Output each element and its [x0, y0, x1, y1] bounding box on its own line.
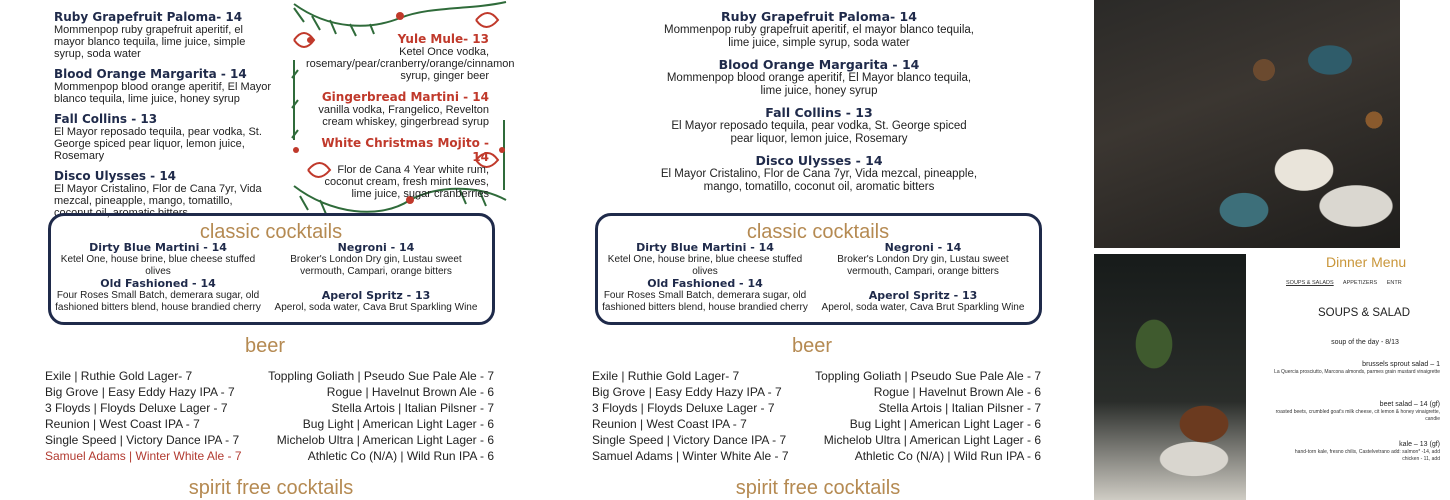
cocktail-desc: Ketel Once vodka, rosemary/pear/cranberry/orange/cinnamon syrup, ginger beer [306, 46, 515, 82]
cocktail-name: Ruby Grapefruit Paloma- 14 [54, 10, 243, 24]
classic-item-desc: Four Roses Small Batch, demerara sugar, old fashioned bitters blend, house brandied cherry [55, 290, 261, 313]
menu-panel-left [0, 0, 560, 500]
cocktail-desc: El Mayor reposado tequila, pear vodka, St. George spiced pear liquor, lemon juice, Rosemary [54, 126, 262, 162]
beer-item: Samuel Adams | Winter White Ale - 7 [45, 449, 242, 463]
beer-item: Exile | Ruthie Gold Lager- 7 [592, 369, 740, 383]
cocktail-desc: Mommenpop ruby grapefruit aperitif, el mayor blanco tequila, lime juice, simple syrup, soda water [54, 24, 246, 60]
classic-cocktails-title: classic cocktails [717, 221, 919, 243]
classic-item-name: Aperol Spritz - 13 [868, 289, 978, 302]
nav-soups-salads[interactable]: SOUPS & SALADS [1286, 280, 1334, 286]
dinner-item-desc: La Quercia prosciutto, Marcona almonds, parmes grain mustard vinaigrette [1274, 369, 1440, 375]
beer-item: Rogue | Havelnut Brown Ale - 6 [873, 385, 1041, 399]
cocktail-name: Disco Ulysses - 14 [755, 153, 883, 168]
cocktail-desc: El Mayor Cristalino, Flor de Cana 7yr, Vida mezcal, pineapple, mango, tomatillo, coconut oil, aromatic bitters [54, 183, 262, 219]
beer-item: Big Grove | Easy Eddy Hazy IPA - 7 [592, 385, 782, 399]
dinner-nav [1286, 280, 1402, 287]
beer-item: 3 Floyds | Floyds Deluxe Lager - 7 [45, 401, 228, 415]
cocktail-desc: El Mayor reposado tequila, pear vodka, St. George spiced pear liquor, lemon juice, Rosemary [671, 120, 967, 145]
cocktail-name: Ruby Grapefruit Paloma- 14 [721, 9, 917, 24]
dinner-item-desc: roasted beets, crumbled goat's milk cheese, cit lemon & honey vinaigrette, candie [1275, 409, 1440, 422]
classic-item-desc: Aperol, soda water, Cava Brut Sparkling Wine [274, 302, 478, 313]
classic-cocktails-title: classic cocktails [170, 221, 372, 243]
cocktail-item [54, 169, 274, 219]
beer-item: Bug Light | American Light Lager - 6 [302, 417, 494, 431]
classic-item-name: Negroni - 14 [884, 241, 962, 254]
cocktail-item [54, 67, 274, 105]
beer-item: Stella Artois | Italian Pilsner - 7 [878, 401, 1041, 415]
classic-item-desc: Aperol, soda water, Cava Brut Sparkling Wine [821, 302, 1025, 313]
cocktail-desc: El Mayor Cristalino, Flor de Cana 7yr, Vida mezcal, pineapple, mango, tomatillo, coconut oil, aromatic bitters [660, 168, 978, 193]
cocktail-name: Fall Collins - 13 [765, 105, 873, 120]
classic-item-name: Dirty Blue Martini - 14 [89, 241, 227, 254]
cocktail-item [54, 10, 274, 60]
spirit-free-title: spirit free cocktails [188, 477, 354, 499]
cocktail-name: Fall Collins - 13 [54, 112, 158, 126]
beer-item: Big Grove | Easy Eddy Hazy IPA - 7 [45, 385, 235, 399]
beer-item: Athletic Co (N/A) | Wild Run IPA - 6 [854, 449, 1041, 463]
dinner-item-desc: hand-torn kale, fresno chilis, Castelvetrano add: salmon* -14, add chicken - 11, add [1294, 449, 1440, 462]
dinner-menu-panel [1250, 254, 1440, 500]
nav-entrees[interactable]: ENTR [1386, 280, 1402, 286]
cocktail-name: Gingerbread Martini - 14 [321, 90, 489, 104]
classic-item-desc: Ketel One, house brine, blue cheese stuffed olives [60, 254, 256, 277]
beer-item: Reunion | West Coast IPA - 7 [592, 417, 747, 431]
cocktail-item [660, 9, 978, 50]
cocktail-item [660, 153, 978, 194]
beer-title: beer [791, 335, 833, 357]
beer-item: Exile | Ruthie Gold Lager- 7 [45, 369, 193, 383]
cocktail-name: Yule Mule- 13 [397, 32, 489, 46]
holiday-cocktail-item [306, 136, 489, 200]
cocktail-desc: Flor de Cana 4 Year white rum, coconut cream, fresh mint leaves, lime juice, sugar cranberries [324, 164, 489, 200]
beer-item: Stella Artois | Italian Pilsner - 7 [331, 401, 494, 415]
nav-appetizers[interactable]: APPETIZERS [1342, 280, 1378, 286]
beer-item: Toppling Goliath | Pseudo Sue Pale Ale - 7 [815, 369, 1041, 383]
classic-item-name: Old Fashioned - 14 [647, 277, 763, 290]
dinner-item-name: beet salad – 14 (gf) [1379, 401, 1440, 408]
cocktail-name: Blood Orange Margarita - 14 [718, 57, 920, 72]
classic-item-name: Aperol Spritz - 13 [321, 289, 431, 302]
classic-item-name: Old Fashioned - 14 [100, 277, 216, 290]
classic-item-desc: Ketel One, house brine, blue cheese stuffed olives [607, 254, 803, 277]
beer-item: 3 Floyds | Floyds Deluxe Lager - 7 [592, 401, 775, 415]
dinner-item-name: brussels sprout salad – 1 [1362, 361, 1440, 368]
steak-dish-photo [1094, 254, 1246, 500]
cocktail-item [54, 112, 274, 162]
dinner-item-name: kale – 13 (gf) [1399, 441, 1440, 448]
cocktail-desc: Mommenpop ruby grapefruit aperitif, el mayor blanco tequila, lime juice, simple syrup, soda water [663, 24, 975, 49]
classic-item-name: Negroni - 14 [337, 241, 415, 254]
beer-item: Toppling Goliath | Pseudo Sue Pale Ale - 7 [268, 369, 494, 383]
classic-item-desc: Broker's London Dry gin, Lustau sweet vermouth, Campari, orange bitters [837, 254, 1009, 277]
dinner-item-name: soup of the day - 8/13 [1331, 339, 1399, 346]
classic-item-name: Dirty Blue Martini - 14 [636, 241, 774, 254]
cocktail-desc: Mommenpop blood orange aperitif, El Mayor blanco tequila, lime juice, honey syrup [666, 72, 972, 97]
beer-item: Bug Light | American Light Lager - 6 [849, 417, 1041, 431]
beer-item: Samuel Adams | Winter White Ale - 7 [592, 449, 789, 463]
spirit-free-title: spirit free cocktails [735, 477, 901, 499]
cocktail-item [660, 57, 978, 98]
menu-panel-center [560, 0, 1090, 500]
beer-title: beer [244, 335, 286, 357]
beer-item: Rogue | Havelnut Brown Ale - 6 [326, 385, 494, 399]
holiday-cocktail-item [306, 90, 489, 128]
classic-item-desc: Four Roses Small Batch, demerara sugar, old fashioned bitters blend, house brandied cherry [602, 290, 808, 313]
beer-item: Single Speed | Victory Dance IPA - 7 [45, 433, 240, 447]
cocktail-item [660, 105, 978, 146]
beer-item: Michelob Ultra | American Light Lager - 6 [276, 433, 494, 447]
dinner-menu-title: Dinner Menu [1326, 254, 1407, 270]
food-table-photo [1094, 0, 1400, 248]
cocktail-name: Blood Orange Margarita - 14 [54, 67, 247, 81]
holiday-cocktail-item [306, 32, 515, 82]
beer-item: Athletic Co (N/A) | Wild Run IPA - 6 [307, 449, 494, 463]
dinner-section-title: SOUPS & SALAD [1318, 307, 1411, 319]
cocktail-desc: vanilla vodka, Frangelico, Revelton cream whiskey, gingerbread syrup [318, 104, 489, 128]
cocktail-name: White Christmas Mojito - 14 [321, 136, 489, 164]
beer-item: Single Speed | Victory Dance IPA - 7 [592, 433, 787, 447]
classic-item-desc: Broker's London Dry gin, Lustau sweet vermouth, Campari, orange bitters [290, 254, 462, 277]
cocktail-desc: Mommenpop blood orange aperitif, El Mayor blanco tequila, lime juice, honey syrup [54, 81, 272, 105]
beer-item: Michelob Ultra | American Light Lager - 6 [823, 433, 1041, 447]
beer-item: Reunion | West Coast IPA - 7 [45, 417, 200, 431]
cocktail-name: Disco Ulysses - 14 [54, 169, 177, 183]
